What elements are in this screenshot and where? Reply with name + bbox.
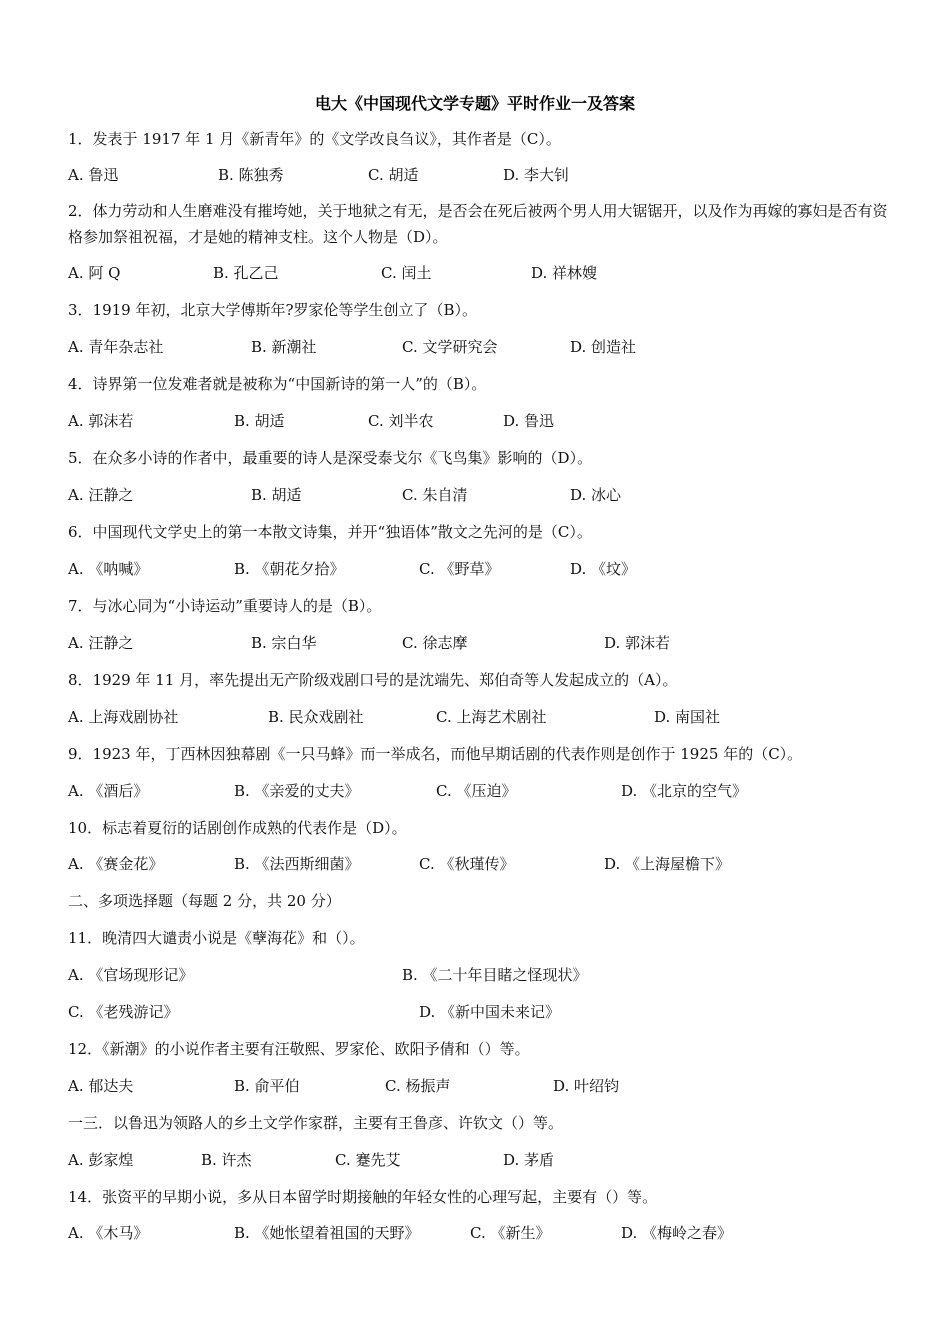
option-b: B. 新潮社 xyxy=(251,338,317,356)
option-b: B. 胡适 xyxy=(234,412,285,430)
option-d: D. 《坟》 xyxy=(570,560,637,578)
option-c: C. 闰土 xyxy=(381,264,432,282)
option-d: D. 创造社 xyxy=(570,338,637,356)
option-c: C. 杨振声 xyxy=(385,1077,451,1095)
option-a: A. 上海戏剧协社 xyxy=(68,708,179,726)
option-c: C. 胡适 xyxy=(368,166,419,184)
option-b: B. 陈独秀 xyxy=(218,166,284,184)
option-d: D. 南国社 xyxy=(654,708,721,726)
option-a: A. 汪静之 xyxy=(68,486,134,504)
option-a: A. 彭家煌 xyxy=(68,1151,134,1169)
section-heading: 二、多项选择题（每题 2 分，共 20 分） xyxy=(68,892,341,910)
option-d: D. 郭沫若 xyxy=(604,634,671,652)
option-a: A. 《酒后》 xyxy=(68,782,149,800)
question-5: 5．在众多小诗的作者中，最重要的诗人是深受泰戈尔《飞鸟集》影响的（D）。 xyxy=(68,449,593,467)
question-8: 8．1929 年 11 月，率先提出无产阶级戏剧口号的是沈端先、郑伯奇等人发起成立的（A）。 xyxy=(68,671,678,689)
option-b: B. 《亲爱的丈夫》 xyxy=(234,782,360,800)
option-b: B. 孔乙己 xyxy=(213,264,279,282)
option-c: C. 文学研究会 xyxy=(402,338,498,356)
document-title: 电大《中国现代文学专题》平时作业一及答案 xyxy=(314,94,635,113)
option-d: D. 鲁迅 xyxy=(503,412,555,430)
option-b: B. 《朝花夕拾》 xyxy=(234,560,345,578)
option-d: D. 李大钊 xyxy=(503,166,570,184)
question-7: 7．与冰心同为“小诗运动”重要诗人的是（B）。 xyxy=(68,597,382,615)
option-b: B. 许杰 xyxy=(201,1151,252,1169)
option-a: A. 《木马》 xyxy=(68,1224,149,1242)
option-b: B. 宗白华 xyxy=(251,634,317,652)
option-b: B. 民众戏剧社 xyxy=(268,708,364,726)
option-a: A. 汪静之 xyxy=(68,634,134,652)
question-3: 3．1919 年初，北京大学傅斯年?罗家伦等学生创立了（B）。 xyxy=(68,301,478,319)
option-b: B. 胡适 xyxy=(251,486,302,504)
option-c: C. 《压迫》 xyxy=(436,782,517,800)
option-a: A. 《赛金花》 xyxy=(68,855,164,873)
option-a: A. 青年杂志社 xyxy=(68,338,164,356)
option-c: C. 蹇先艾 xyxy=(335,1151,401,1169)
question-10: 10．标志着夏衍的话剧创作成熟的代表作是（D）。 xyxy=(68,819,407,837)
option-d: D. 茅盾 xyxy=(503,1151,555,1169)
option-c: C. 《野草》 xyxy=(419,560,500,578)
option-d: D. 祥林嫂 xyxy=(531,264,598,282)
option-b: B. 《法西斯细菌》 xyxy=(234,855,360,873)
option-c: C. 上海艺术剧社 xyxy=(436,708,547,726)
question-12: 12．《新潮》的小说作者主要有汪敬熙、罗家伦、欧阳予倩和（）等。 xyxy=(68,1040,530,1058)
option-a: A. 《呐喊》 xyxy=(68,560,149,578)
option-c: C. 朱自清 xyxy=(402,486,468,504)
question-14: 14．张资平的早期小说，多从日本留学时期接触的年轻女性的心理写起，主要有（）等。 xyxy=(68,1188,658,1206)
option-b: B. 《她怅望着祖国的天野》 xyxy=(234,1224,420,1242)
question-13: 一三．以鲁迅为领路人的乡土文学作家群，主要有王鲁彦、许钦文（）等。 xyxy=(68,1114,564,1132)
question-11: 11．晚清四大谴责小说是《孽海花》和（）。 xyxy=(68,929,365,947)
option-b: B. 《二十年目睹之怪现状》 xyxy=(402,966,588,984)
option-c: C. 《新生》 xyxy=(470,1224,551,1242)
option-d: D. 《上海屋檐下》 xyxy=(604,855,731,873)
option-d: D. 《北京的空气》 xyxy=(621,782,748,800)
question-4: 4．诗界第一位发难者就是被称为“中国新诗的第一人”的（B）。 xyxy=(68,375,487,393)
option-c: C. 刘半农 xyxy=(368,412,434,430)
option-c: C. 徐志摩 xyxy=(402,634,468,652)
question-1: 1．发表于 1917 年 1 月《新青年》的《文学改良刍议》，其作者是（C）。 xyxy=(68,130,561,148)
option-b: B. 俞平伯 xyxy=(234,1077,300,1095)
option-a: A. 郁达夫 xyxy=(68,1077,134,1095)
option-a: A. 郭沫若 xyxy=(68,412,134,430)
option-d: D. 冰心 xyxy=(570,486,622,504)
question-9: 9．1923 年，丁西林因独幕剧《一只马蜂》而一举成名，而他早期话剧的代表作则是创作于 1925 年的（C）。 xyxy=(68,745,803,763)
option-d: D. 《梅岭之春》 xyxy=(621,1224,733,1242)
option-a: A. 《官场现形记》 xyxy=(68,966,194,984)
option-a: A. 鲁迅 xyxy=(68,166,119,184)
option-c: C. 《秋瑾传》 xyxy=(419,855,515,873)
option-d: D. 叶绍钧 xyxy=(553,1077,620,1095)
option-d: D. 《新中国未来记》 xyxy=(419,1003,561,1021)
question-2: 2．体力劳动和人生磨难没有摧垮她，关于地狱之有无，是否会在死后被两个男人用大锯锯开，以及作为再嫁的寡妇是否有资格参加祭祖祝福，才是她的精神支柱。这个人物是（D）。 xyxy=(68,202,888,246)
option-c: C. 《老残游记》 xyxy=(68,1003,179,1021)
option-a: A. 阿 Q xyxy=(68,264,121,282)
question-6: 6．中国现代文学史上的第一本散文诗集，并开“独语体”散文之先河的是（C）。 xyxy=(68,523,592,541)
